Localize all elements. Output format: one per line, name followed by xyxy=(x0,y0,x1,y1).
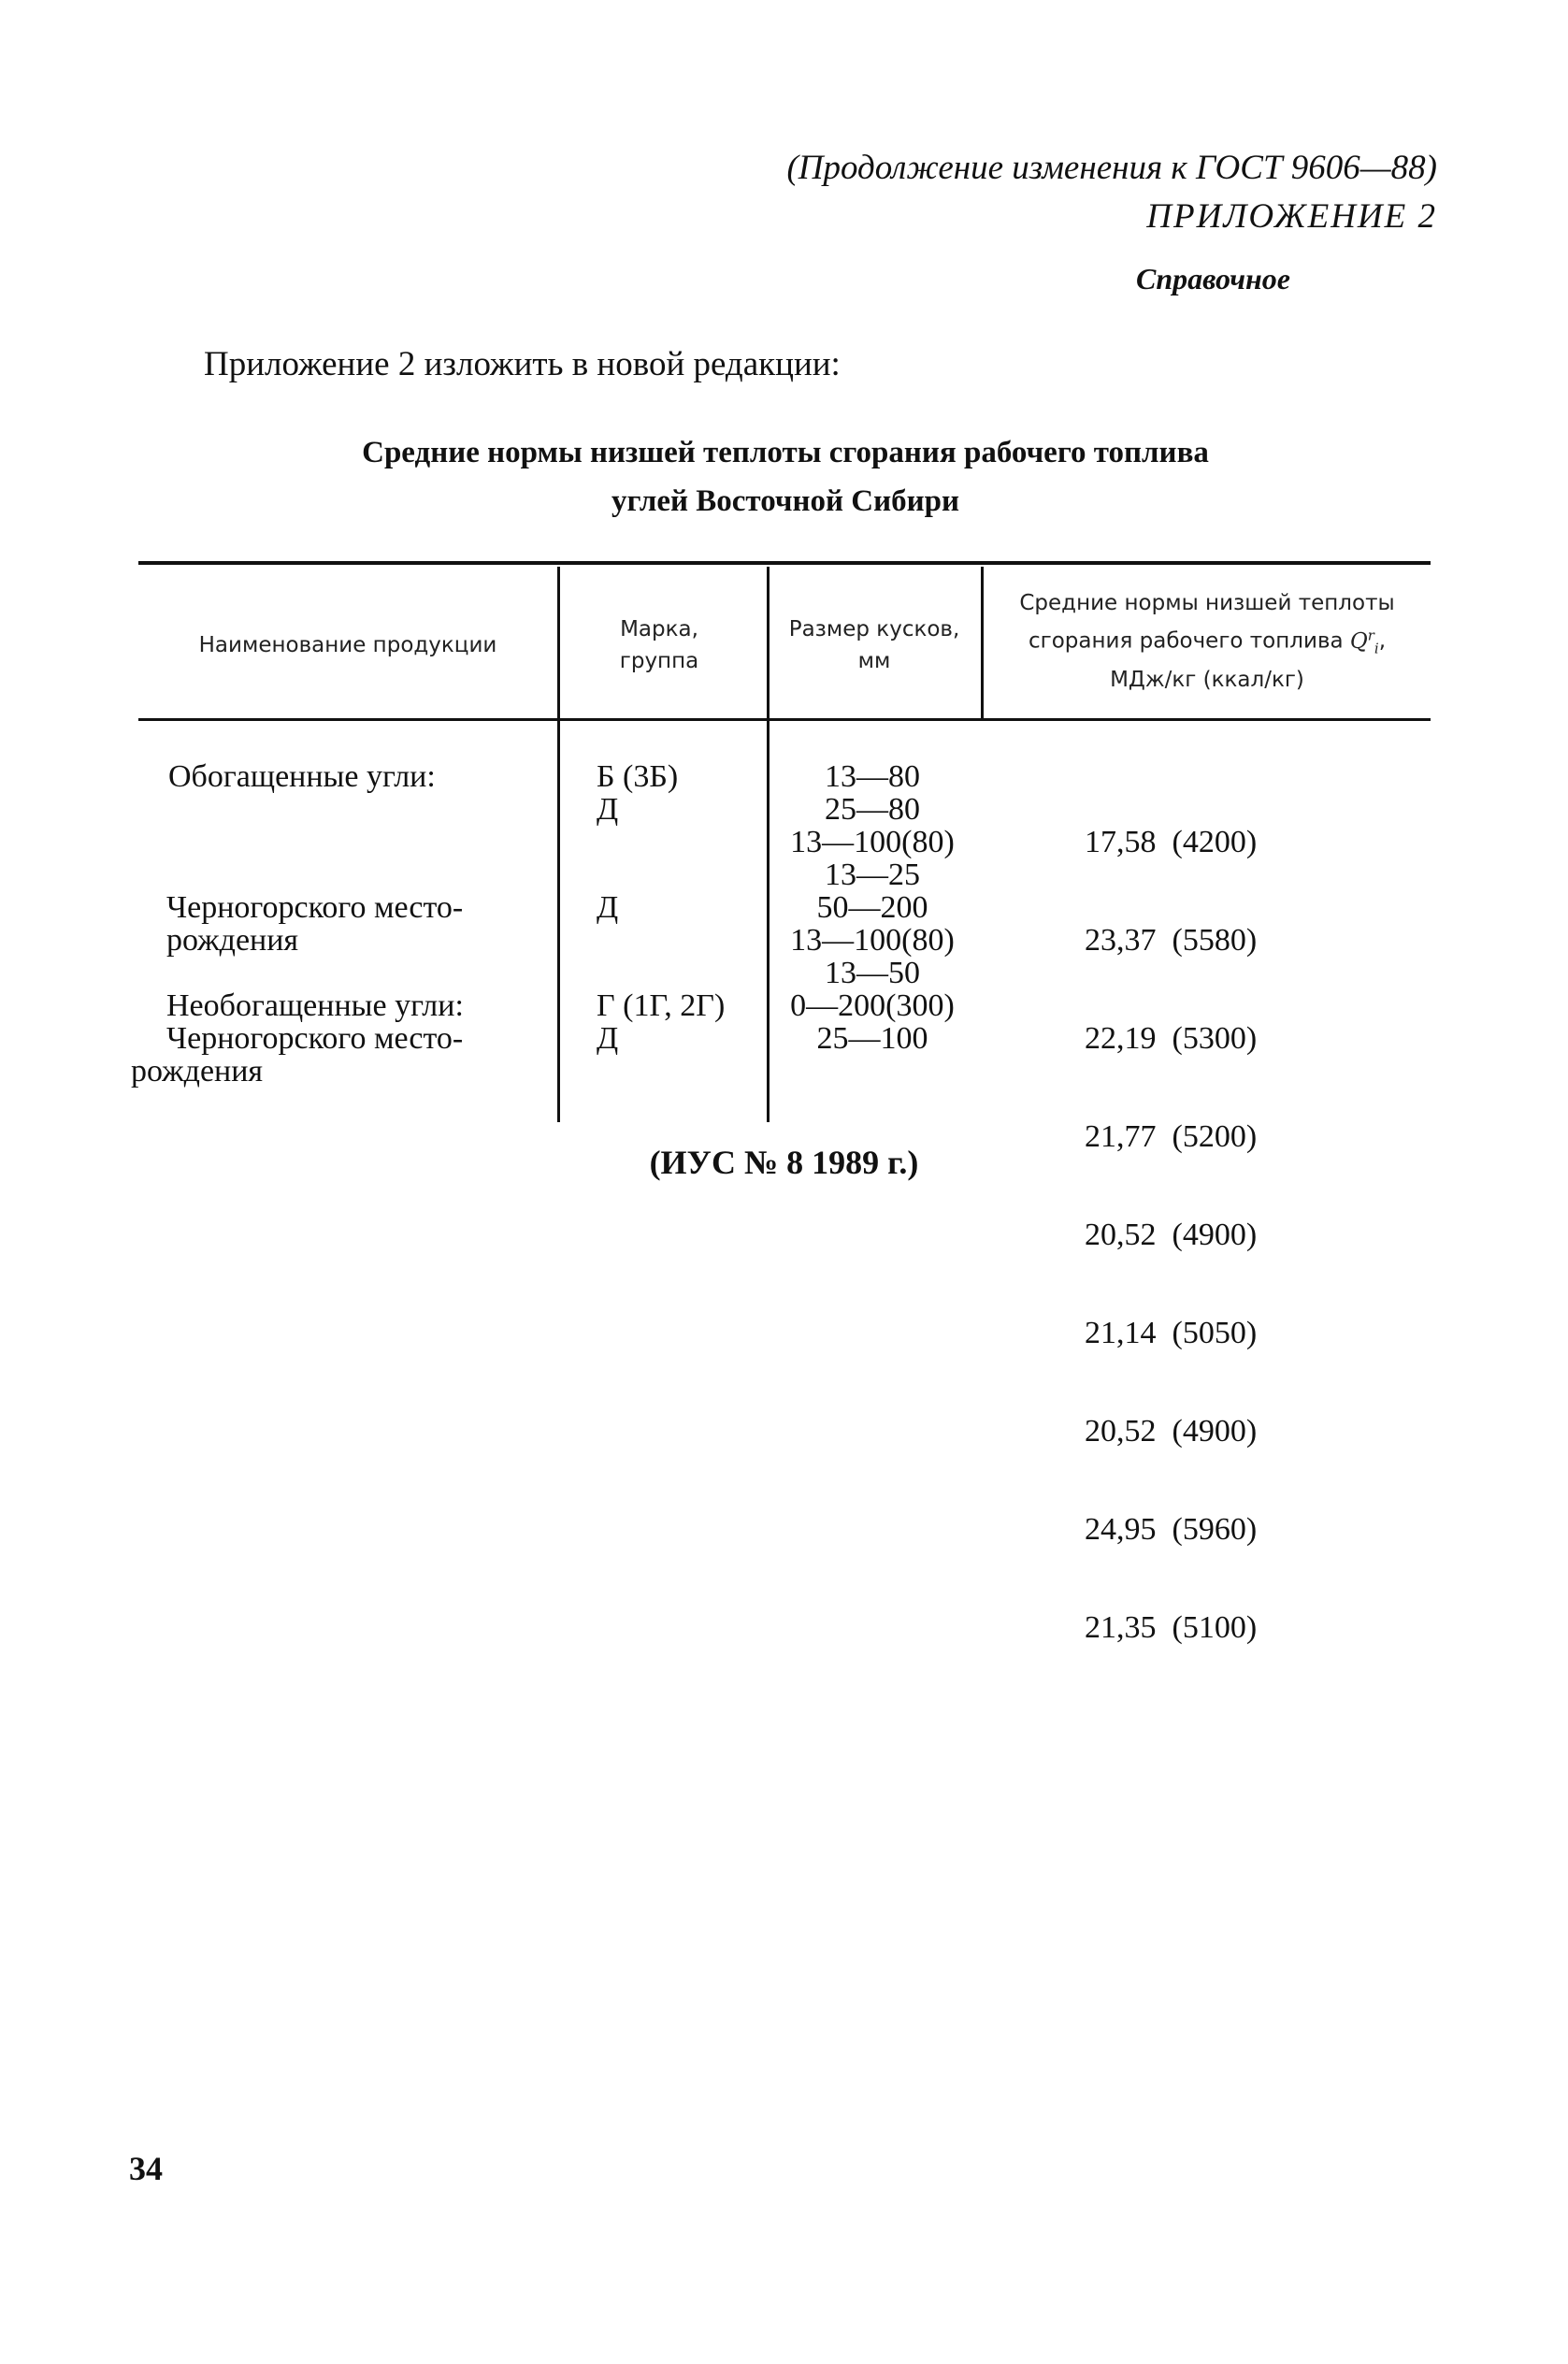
header-grade: Марка, группа xyxy=(619,617,699,673)
instruction-text: Приложение 2 изложить в новой редакции: xyxy=(204,345,841,383)
name-cell xyxy=(131,826,552,858)
value-cell: 22,19 (5300) xyxy=(1085,1021,1258,1056)
size-cell: 50—200 xyxy=(816,890,928,925)
name-cell: рождения xyxy=(166,923,299,958)
name-cell: Обогащенные угли: xyxy=(168,759,436,794)
value-cell: 20,52 (4900) xyxy=(1085,1218,1258,1252)
size-cell: 13—50 xyxy=(825,956,920,990)
header-heat-value: Средние нормы низшей теплоты сгорания рабочего топлива $Q^r_i$, МДж/кг (ккал/кг) xyxy=(1019,591,1395,693)
name-cell: Необогащенные угли: xyxy=(166,988,464,1023)
size-cell: 13—100(80) xyxy=(790,825,955,859)
appendix-heading: ПРИЛОЖЕНИЕ 2 xyxy=(1146,197,1437,236)
column-product-names xyxy=(131,760,552,1088)
size-cell: 13—80 xyxy=(825,759,920,794)
name-cell xyxy=(131,858,552,891)
grade-cell xyxy=(597,957,765,989)
header-heat-units: МДж/кг (ккал/кг) xyxy=(1110,668,1304,693)
grade-cell xyxy=(597,924,765,957)
value-cell: 21,14 (5050) xyxy=(1085,1316,1258,1350)
table-title-line-2: углей Восточной Сибири xyxy=(611,484,959,518)
heat-symbol: $Q^r_i$ xyxy=(1349,627,1379,657)
column-grades xyxy=(597,760,765,1088)
grade-cell: Д xyxy=(597,890,619,925)
size-cell: 13—25 xyxy=(825,858,920,892)
page-number: 34 xyxy=(129,2150,163,2187)
value-cell: 20,52 (4900) xyxy=(1085,1414,1258,1449)
header-product-name: Наименование продукции xyxy=(198,633,497,657)
size-cell: 0—200(300) xyxy=(790,988,955,1023)
size-cell: 25—80 xyxy=(825,792,920,827)
name-cell: рождения xyxy=(131,1054,264,1088)
table-title-line-1: Средние нормы низшей теплоты сгорания рабочего топлива xyxy=(362,436,1209,469)
name-cell xyxy=(131,957,552,989)
table-title xyxy=(140,428,1431,526)
column-sizes xyxy=(770,760,975,1088)
grade-cell xyxy=(597,858,765,891)
header-size: Размер кусков, мм xyxy=(788,617,960,673)
continuation-note: (Продолжение изменения к ГОСТ 9606—88) xyxy=(786,149,1437,187)
grade-cell: Г (1Г, 2Г) xyxy=(597,988,726,1023)
table-top-rule xyxy=(138,561,1431,565)
grade-cell xyxy=(597,1055,765,1088)
value-cell xyxy=(1085,1709,1421,1742)
value-cell: 23,37 (5580) xyxy=(1085,923,1258,958)
column-divider-1 xyxy=(557,567,560,1122)
value-cell: 17,58 (4200) xyxy=(1085,825,1258,859)
header-heat-prefix: Средние нормы низшей теплоты сгорания рабочего топлива xyxy=(1019,591,1395,654)
size-cell xyxy=(770,1055,975,1088)
reference-label: Справочное xyxy=(1136,262,1290,296)
size-cell: 25—100 xyxy=(816,1021,928,1056)
grade-cell: Д xyxy=(597,1021,619,1056)
value-cell: 21,35 (5100) xyxy=(1085,1610,1258,1645)
name-cell: Черногорского место- xyxy=(166,890,464,925)
column-heat-values xyxy=(1085,760,1421,1808)
name-cell xyxy=(131,793,552,826)
grade-cell: Д xyxy=(597,792,619,827)
source-reference: (ИУС № 8 1989 г.) xyxy=(649,1144,919,1181)
value-cell: 21,77 (5200) xyxy=(1085,1119,1258,1154)
name-cell: Черногорского место- xyxy=(166,1021,464,1056)
size-cell: 13—100(80) xyxy=(790,923,955,958)
grade-cell: Б (3Б) xyxy=(597,759,679,794)
table-header-rule xyxy=(138,718,1431,721)
grade-cell xyxy=(597,826,765,858)
value-cell: 24,95 (5960) xyxy=(1085,1512,1258,1547)
